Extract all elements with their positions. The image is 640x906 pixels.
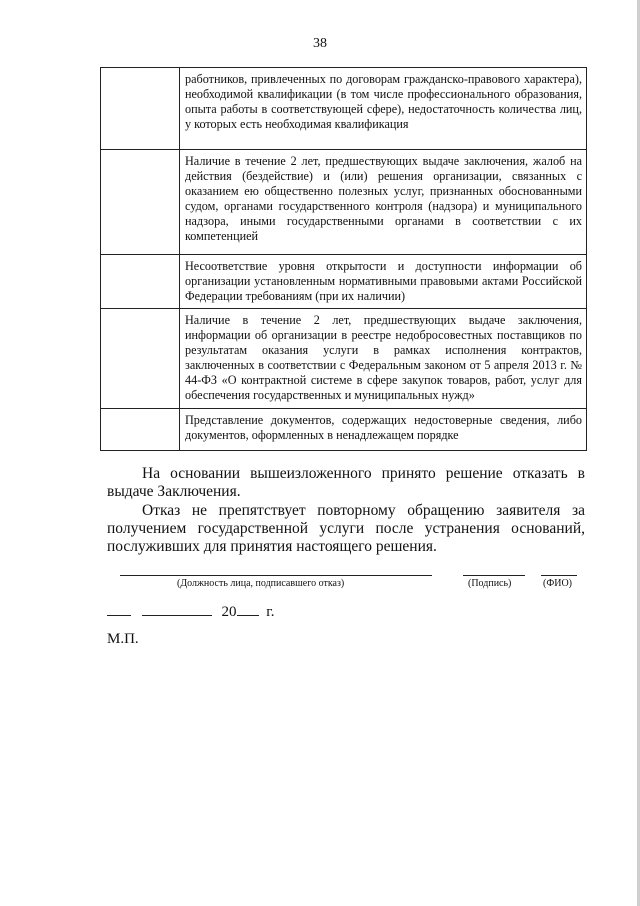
page-number: 38 xyxy=(313,36,327,51)
reason-text: Несоответствие уровня открытости и доступности информации об организации установленным нормативными правовыми актами Российской Федерации требованиям (при их наличии) xyxy=(180,255,587,309)
month-blank xyxy=(142,601,212,616)
table-row xyxy=(101,150,587,255)
row-number-cell xyxy=(101,150,180,255)
year-blank xyxy=(237,601,259,616)
decision-paragraph: На основании вышеизложенного принято решение отказать в выдаче Заключения. xyxy=(107,465,585,501)
position-signature-line xyxy=(120,575,432,576)
row-number-cell xyxy=(101,309,180,409)
reason-text: Наличие в течение 2 лет, предшествующих выдаче заключения, жалоб на действия (бездействие) и (или) решения организации, связанных с оказанием ею общественно полезных услуг, признанных обоснованными судом, органами государственного контроля (надзора) и муниципального надзора, иными государственными органами в соответствии с их компетенцией xyxy=(180,150,587,255)
reason-text: работников, привлеченных по договорам гражданско-правового характера), необходимой квалификации (в том числе профессионального образования, опыта работы в соответствующей сфере), недостаточность количества лиц, у которых есть необходимая квалификация xyxy=(180,68,587,150)
table-row xyxy=(101,68,587,150)
name-label: (ФИО) xyxy=(543,578,573,589)
table-row xyxy=(101,409,587,451)
position-label: (Должность лица, подписавшего отказ) xyxy=(177,578,345,589)
table-row xyxy=(101,255,587,309)
signature-line xyxy=(463,575,525,576)
row-number-cell xyxy=(101,409,180,451)
reason-text: Наличие в течение 2 лет, предшествующих выдаче заключения, информации об организации в реестре недобросовестных поставщиков по результатам оказания услуги в рамках исполнения контрактов, заключенных в соответствии с Федеральным законом от 5 апреля 2013 г. № 44-ФЗ «О контрактной системе в сфере закупок товаров, работ, услуг для обеспечения государственных и муниципальных нужд» xyxy=(180,309,587,409)
table-row xyxy=(101,309,587,409)
name-line xyxy=(541,575,577,576)
year-suffix: г. xyxy=(266,604,275,620)
date-field xyxy=(107,601,274,621)
refusal-reasons-table xyxy=(100,67,587,451)
appeal-paragraph: Отказ не препятствует повторному обращению заявителя за получением государственной услуги после устранения оснований, послуживших для принятия настоящего решения. xyxy=(107,501,585,556)
year-prefix: 20 xyxy=(221,604,237,620)
conclusion-text xyxy=(107,465,585,556)
row-number-cell xyxy=(101,255,180,309)
signature-label: (Подпись) xyxy=(468,578,512,589)
reason-text: Представление документов, содержащих недостоверные сведения, либо документов, оформленных в ненадлежащем порядке xyxy=(180,409,587,451)
day-blank xyxy=(107,601,131,616)
stamp-label: М.П. xyxy=(107,631,139,647)
row-number-cell xyxy=(101,68,180,150)
